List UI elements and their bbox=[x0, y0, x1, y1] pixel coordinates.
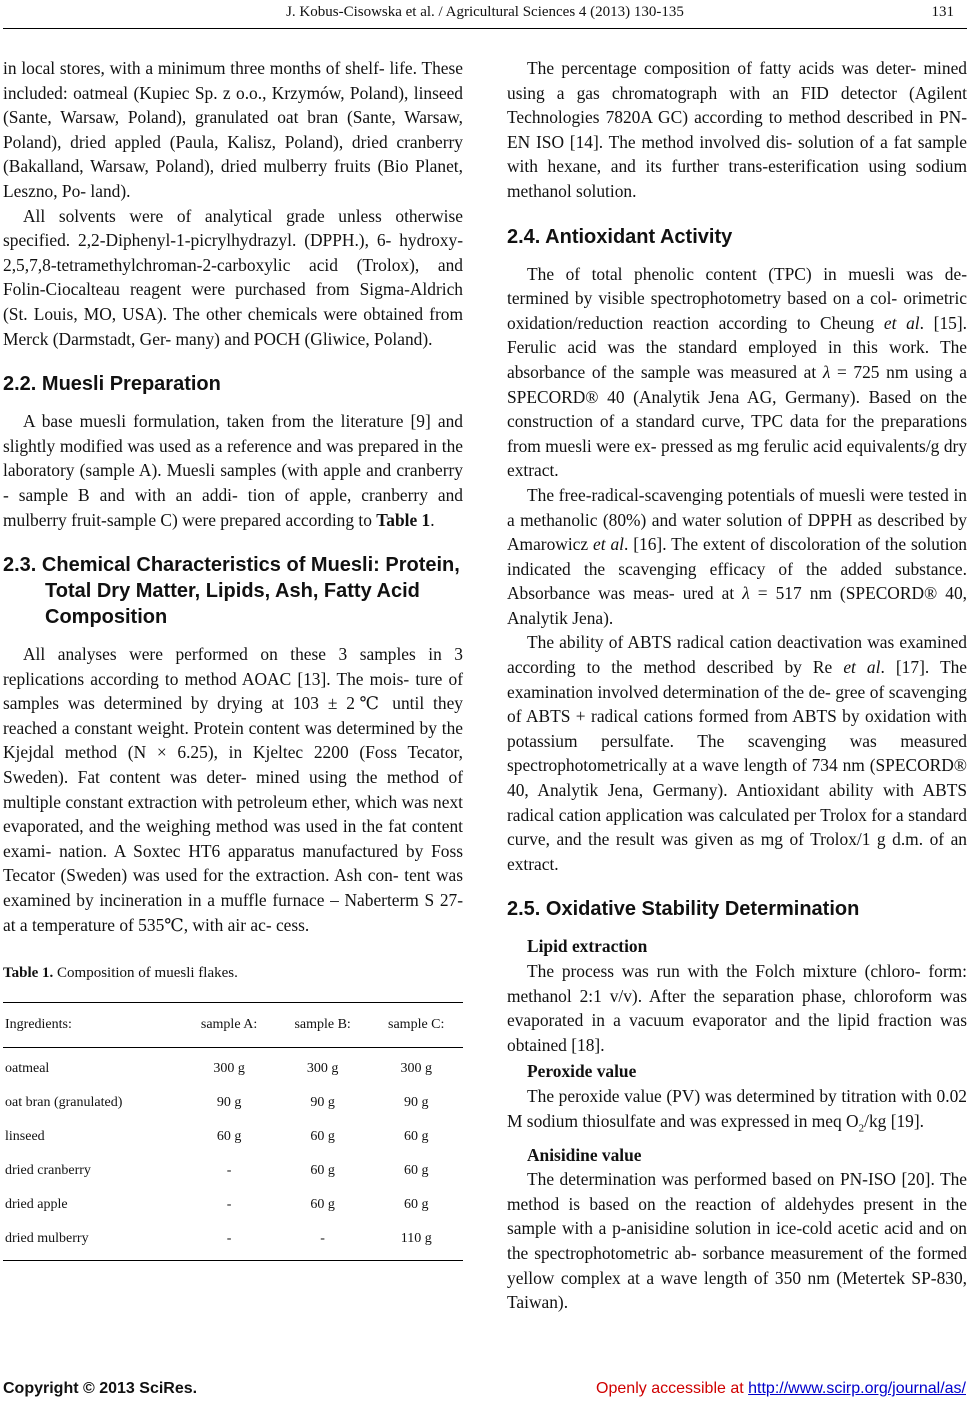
text: A base muesli formulation, taken from the literature [9] and slightly modified was used as a reference and was prepared in the laboratory (sample A). Muesli samples (with apple and cranberry - sample B and with an addi- tion of apple, cranberry and mulberry fruit-sample C) were prepared according to bbox=[3, 411, 463, 530]
text: . bbox=[430, 509, 435, 530]
table-row bbox=[3, 1222, 463, 1261]
journal-url-link[interactable]: http://www.scirp.org/journal/as/ bbox=[748, 1380, 966, 1397]
lambda-symbol: λ bbox=[822, 361, 831, 382]
table-header-row bbox=[3, 1003, 463, 1048]
table-cell: linseed bbox=[5, 1129, 45, 1145]
paragraph: The percentage composition of fatty acids was deter- mined using a gas chromatograph with an FID detector (Agilent Technologies 7820A GC) according to method described in PN-EN ISO [14]. The method involved dis- solution of a fat sample with hexane, and its further trans-esterification using sodium methanol solution. bbox=[507, 58, 967, 201]
table-cell: 60 g bbox=[216, 1129, 242, 1145]
table-cell: dried mulberry bbox=[3, 1222, 182, 1261]
table-cell: 110 g bbox=[369, 1222, 463, 1261]
text: The ability of ABTS radical cation deactivation was examined according to the method described by Re bbox=[507, 632, 967, 678]
lambda-symbol: λ bbox=[742, 583, 750, 604]
table-cell: oatmeal bbox=[5, 1061, 50, 1077]
paragraph bbox=[3, 409, 463, 532]
paragraph: The determination was performed based on PN-ISO [20]. The method is based on the reaction of aldehydes present in the sample with a p-anisidine solution in ice-cold acetic acid and on the spectrophotometric ab- sorbance measurement of the formed yellow complex at a wave length of 350 nm (Metertek SP-830, Taiwan). bbox=[507, 1169, 967, 1313]
column-header: sample B: bbox=[276, 1003, 370, 1048]
table-row bbox=[3, 1188, 463, 1222]
paragraph: The process was run with the Folch mixture (chloro- form: methanol 2:1 v/v). After the separation phase, chloroform was evaporated in a vacuum evaporator and the lipid fraction was obtained [18]. bbox=[507, 961, 967, 1055]
table-cell: 300 g bbox=[400, 1061, 432, 1077]
table-cell: - bbox=[182, 1222, 276, 1261]
paragraph: in local stores, with a minimum three months of shelf- life. These included: oatmeal (Kupiec Sp. z o.o., Krzymów, Poland), linseed (Sante, Warsaw, Poland), granulated oat bran (Sante, Warsaw, Poland), dried appled (Paula, Kalisz, Poland), dried cranberry (Bakalland, Warsaw, Poland), dried mulberry fruits (Bio Planet, Leszno, Po- land). bbox=[3, 58, 463, 201]
text: The free-radical-scavenging potentials of muesli were tested in a methanolic (80%) and water solution of DPPH as described by Amarowicz bbox=[507, 484, 967, 555]
page-number: 131 bbox=[931, 4, 954, 20]
subsection-heading: Anisidine value bbox=[527, 1144, 642, 1165]
paragraph: All solvents were of analytical grade unless otherwise specified. 2,2-Diphenyl-1-picrylhydrazyl. (DPPH.), 6- hydroxy-2,5,7,8-tetramethylchroman-2-carboxylic acid (Trolox), and Folin-Ciocalteau reagent were purchased from Sigma-Aldrich (St. Louis, MO, USA). The other chemicals were obtained from Merck (Darmstadt, Ger- many) and POCH (Gliwice, Poland). bbox=[3, 205, 463, 349]
right-column bbox=[507, 56, 967, 1315]
column-header: sample A: bbox=[182, 1003, 276, 1048]
table-row bbox=[3, 1048, 463, 1087]
table-cell: - bbox=[226, 1163, 232, 1179]
composition-table bbox=[3, 1002, 463, 1261]
table-cell: 300 g bbox=[306, 1061, 339, 1077]
paragraph bbox=[507, 1084, 967, 1141]
left-column bbox=[3, 56, 463, 1261]
column-header: sample C: bbox=[369, 1003, 463, 1048]
table-cell: - bbox=[226, 1197, 232, 1213]
et-al: et al bbox=[883, 312, 920, 333]
paragraph bbox=[507, 262, 967, 483]
et-al: et al bbox=[843, 657, 881, 678]
table-cell: 60 g bbox=[403, 1163, 429, 1179]
table-cell: - bbox=[276, 1222, 370, 1261]
copyright-notice: Copyright © 2013 SciRes. bbox=[3, 1380, 198, 1397]
text: . [17]. The examination involved determination of the de- gree of scavenging of ABTS + radical cations formed from ABTS by oxidation with potassium persulfate. The scavenging was measured spectrophotometrically at a wave length of 734 nm (SPECORD® 40, Analytik Jena, Germany). Antioxidant ability with ABTS radical cation application was calculated per Trolox for a standard curve, and the result was given as mg of Trolox/1 g d.m. of an extract. bbox=[507, 657, 967, 874]
paragraph bbox=[507, 483, 967, 631]
table-label: Table 1. bbox=[3, 965, 54, 982]
table-row bbox=[3, 1154, 463, 1188]
caption-text: Composition of muesli flakes. bbox=[53, 965, 238, 982]
table-cell: 60 g bbox=[310, 1197, 335, 1213]
text: /kg [19]. bbox=[864, 1110, 925, 1131]
table-cell: 60 g bbox=[403, 1197, 429, 1213]
open-access-notice bbox=[596, 1380, 966, 1398]
open-access-text: Openly accessible at bbox=[596, 1380, 749, 1397]
column-header: Ingredients: bbox=[3, 1003, 182, 1048]
table-cell: 300 g bbox=[213, 1061, 245, 1077]
text: = 725 nm using a SPECORD® 40 (Analytik Jena AG, Germany). Based on the construction of a standard curve, TPC data for the preparations from muesli were ex- pressed as mg ferulic acid equivalents/g dry extract. bbox=[507, 361, 967, 481]
paragraph: All analyses were performed on these 3 samples in 3 replications according to method AOAC [13]. The mois- ture of samples was determined by drying at 103 ± 2℃ until they reached a constant weight. Protein content was determined by the Kjejdal method (N × 6.25), in Kjeltec 2200 (Foss Tecator, Sweden). Fat content was deter- mined using the method of multiple constant extraction with petroleum ether, which was next evaporated, and the weighing method was used in the fat content exami- nation. A Soxtec HT6 apparatus manufactured by Foss Tecator (Sweden) was used for the extraction. Ash con- tent was examined by incineration in a muffle furnace – Naberterm S 27- at a temperature of 535℃, with air ac- cess. bbox=[3, 644, 463, 935]
section-heading: 2.5. Oxidative Stability Determination bbox=[507, 898, 860, 921]
section-heading: 2.3. Chemical Characteristics of Muesli: Protein, Total Dry Matter, Lipids, Ash, Fatty Acid Composition bbox=[3, 554, 460, 629]
table-cell: 90 g bbox=[216, 1095, 242, 1111]
table-cell: 60 g bbox=[310, 1163, 335, 1179]
text: The of total phenolic content (TPC) in muesli was de- termined by visible spectrophotometry based on a col- orimetric oxidation/reduction reaction according to Cheung bbox=[507, 263, 967, 333]
text: The peroxide value (PV) was determined by titration with 0.02 M sodium thiosulfate and was expressed in meq O bbox=[507, 1085, 967, 1131]
paragraph bbox=[507, 630, 967, 876]
running-head: J. Kobus-Cisowska et al. / Agricultural Sciences 4 (2013) 130-135 bbox=[286, 4, 684, 20]
section-heading: 2.4. Antioxidant Activity bbox=[507, 225, 733, 248]
subsection-heading: Lipid extraction bbox=[527, 936, 648, 957]
table-cell: 60 g bbox=[310, 1129, 335, 1145]
table-row bbox=[3, 1086, 463, 1120]
text: = 517 nm (SPECORD® 40, Analytik Jena). bbox=[507, 583, 967, 628]
table-cell: 60 g bbox=[403, 1129, 429, 1145]
subscript: 2 bbox=[858, 1122, 865, 1135]
subsection-heading: Peroxide value bbox=[527, 1061, 637, 1082]
text: . [15]. Ferulic acid was the standard employed in this work. The absorbance of the sample was measured at bbox=[507, 312, 967, 382]
et-al: et al bbox=[593, 534, 624, 555]
table-cell: oat bran (granulated) bbox=[5, 1095, 123, 1111]
section-heading: 2.2. Muesli Preparation bbox=[3, 373, 221, 396]
table-row bbox=[3, 1120, 463, 1154]
header-rule bbox=[3, 28, 967, 29]
text: . [16]. The extent of discoloration of the solution indicated the scavenging efficacy of the added substance. Absorbance was meas- ured at bbox=[507, 534, 967, 604]
table-caption bbox=[3, 965, 463, 982]
table-cell: dried apple bbox=[5, 1197, 68, 1213]
table-cell: dried cranberry bbox=[5, 1163, 91, 1179]
table-cell: 90 g bbox=[403, 1095, 429, 1111]
table-reference-link[interactable]: Table 1 bbox=[376, 509, 431, 530]
table-cell: 90 g bbox=[310, 1095, 335, 1111]
